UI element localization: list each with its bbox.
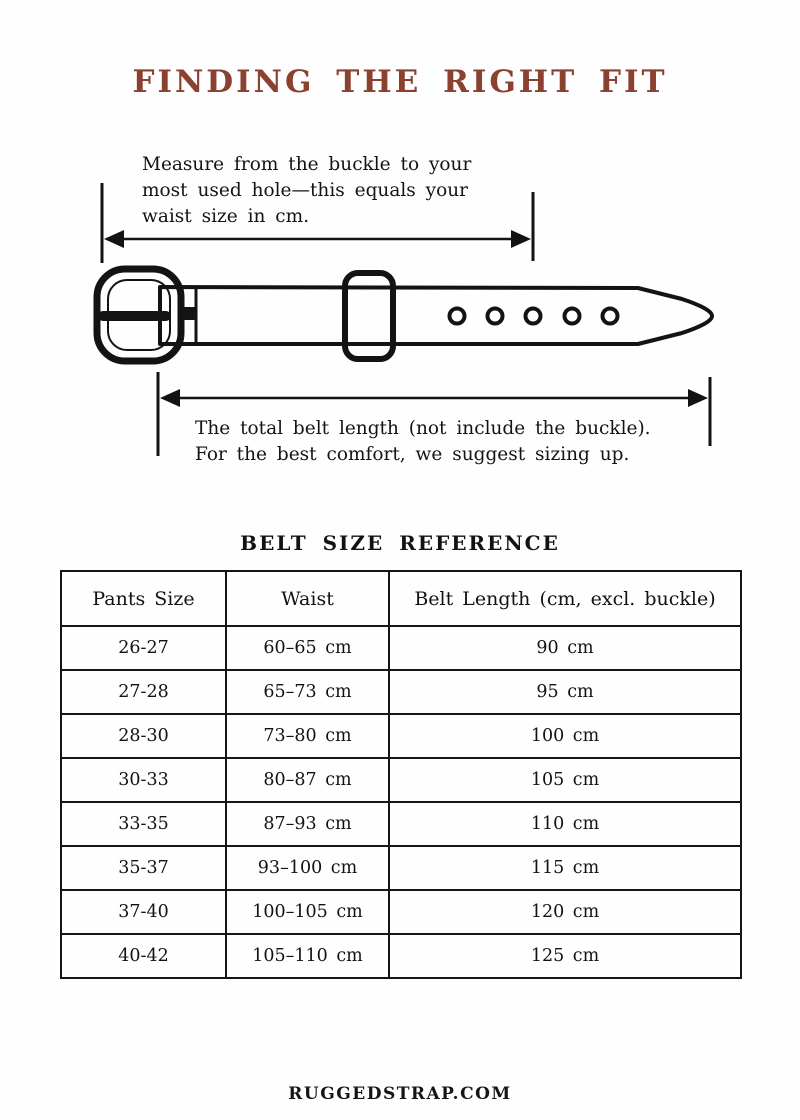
belt-illustration bbox=[97, 269, 712, 361]
table-cell: 80–87 cm bbox=[226, 758, 389, 802]
belt-size-table bbox=[60, 570, 742, 979]
column-header-pants-size: Pants Size bbox=[61, 571, 226, 626]
table-heading: BELT SIZE REFERENCE bbox=[240, 531, 560, 555]
table-cell: 110 cm bbox=[389, 802, 741, 846]
table-row bbox=[61, 802, 741, 846]
column-header-belt-length: Belt Length (cm, excl. buckle) bbox=[389, 571, 741, 626]
table-row bbox=[61, 714, 741, 758]
table-cell: 40-42 bbox=[61, 934, 226, 978]
size-table-body bbox=[61, 626, 741, 978]
column-header-waist: Waist bbox=[226, 571, 389, 626]
buckle bbox=[97, 269, 181, 361]
table-cell: 120 cm bbox=[389, 890, 741, 934]
table-cell: 115 cm bbox=[389, 846, 741, 890]
belt-length-note bbox=[195, 416, 651, 468]
page-title: FINDING THE RIGHT FIT bbox=[132, 64, 668, 100]
table-cell: 100–105 cm bbox=[226, 890, 389, 934]
table-cell: 125 cm bbox=[389, 934, 741, 978]
table-cell: 90 cm bbox=[389, 626, 741, 670]
table-row bbox=[61, 846, 741, 890]
snap-stud bbox=[184, 307, 196, 320]
table-row bbox=[61, 934, 741, 978]
length-note-line: For the best comfort, we suggest sizing up. bbox=[195, 444, 630, 465]
waist-measure-arrow bbox=[102, 183, 533, 263]
table-cell: 95 cm bbox=[389, 670, 741, 714]
table-row bbox=[61, 626, 741, 670]
table-cell: 27-28 bbox=[61, 670, 226, 714]
table-cell: 87–93 cm bbox=[226, 802, 389, 846]
table-cell: 105–110 cm bbox=[226, 934, 389, 978]
table-row bbox=[61, 890, 741, 934]
table-cell: 33-35 bbox=[61, 802, 226, 846]
belt-holes bbox=[450, 309, 618, 324]
waist-note-line: waist size in cm. bbox=[142, 206, 310, 227]
table-cell: 65–73 cm bbox=[226, 670, 389, 714]
table-cell: 60–65 cm bbox=[226, 626, 389, 670]
website-footer: RUGGEDSTRAP.COM bbox=[288, 1084, 512, 1104]
table-cell: 37-40 bbox=[61, 890, 226, 934]
table-cell: 73–80 cm bbox=[226, 714, 389, 758]
table-cell: 35-37 bbox=[61, 846, 226, 890]
waist-note-line: Measure from the buckle to your bbox=[142, 154, 472, 175]
table-row bbox=[61, 758, 741, 802]
table-cell: 26-27 bbox=[61, 626, 226, 670]
table-cell: 30-33 bbox=[61, 758, 226, 802]
table-cell: 28-30 bbox=[61, 714, 226, 758]
waist-note-line: most used hole—this equals your bbox=[142, 180, 469, 201]
length-note-line: The total belt length (not include the buckle). bbox=[195, 418, 651, 439]
table-row bbox=[61, 670, 741, 714]
table-cell: 100 cm bbox=[389, 714, 741, 758]
size-table-header bbox=[61, 571, 741, 626]
table-cell: 93–100 cm bbox=[226, 846, 389, 890]
table-cell: 105 cm bbox=[389, 758, 741, 802]
